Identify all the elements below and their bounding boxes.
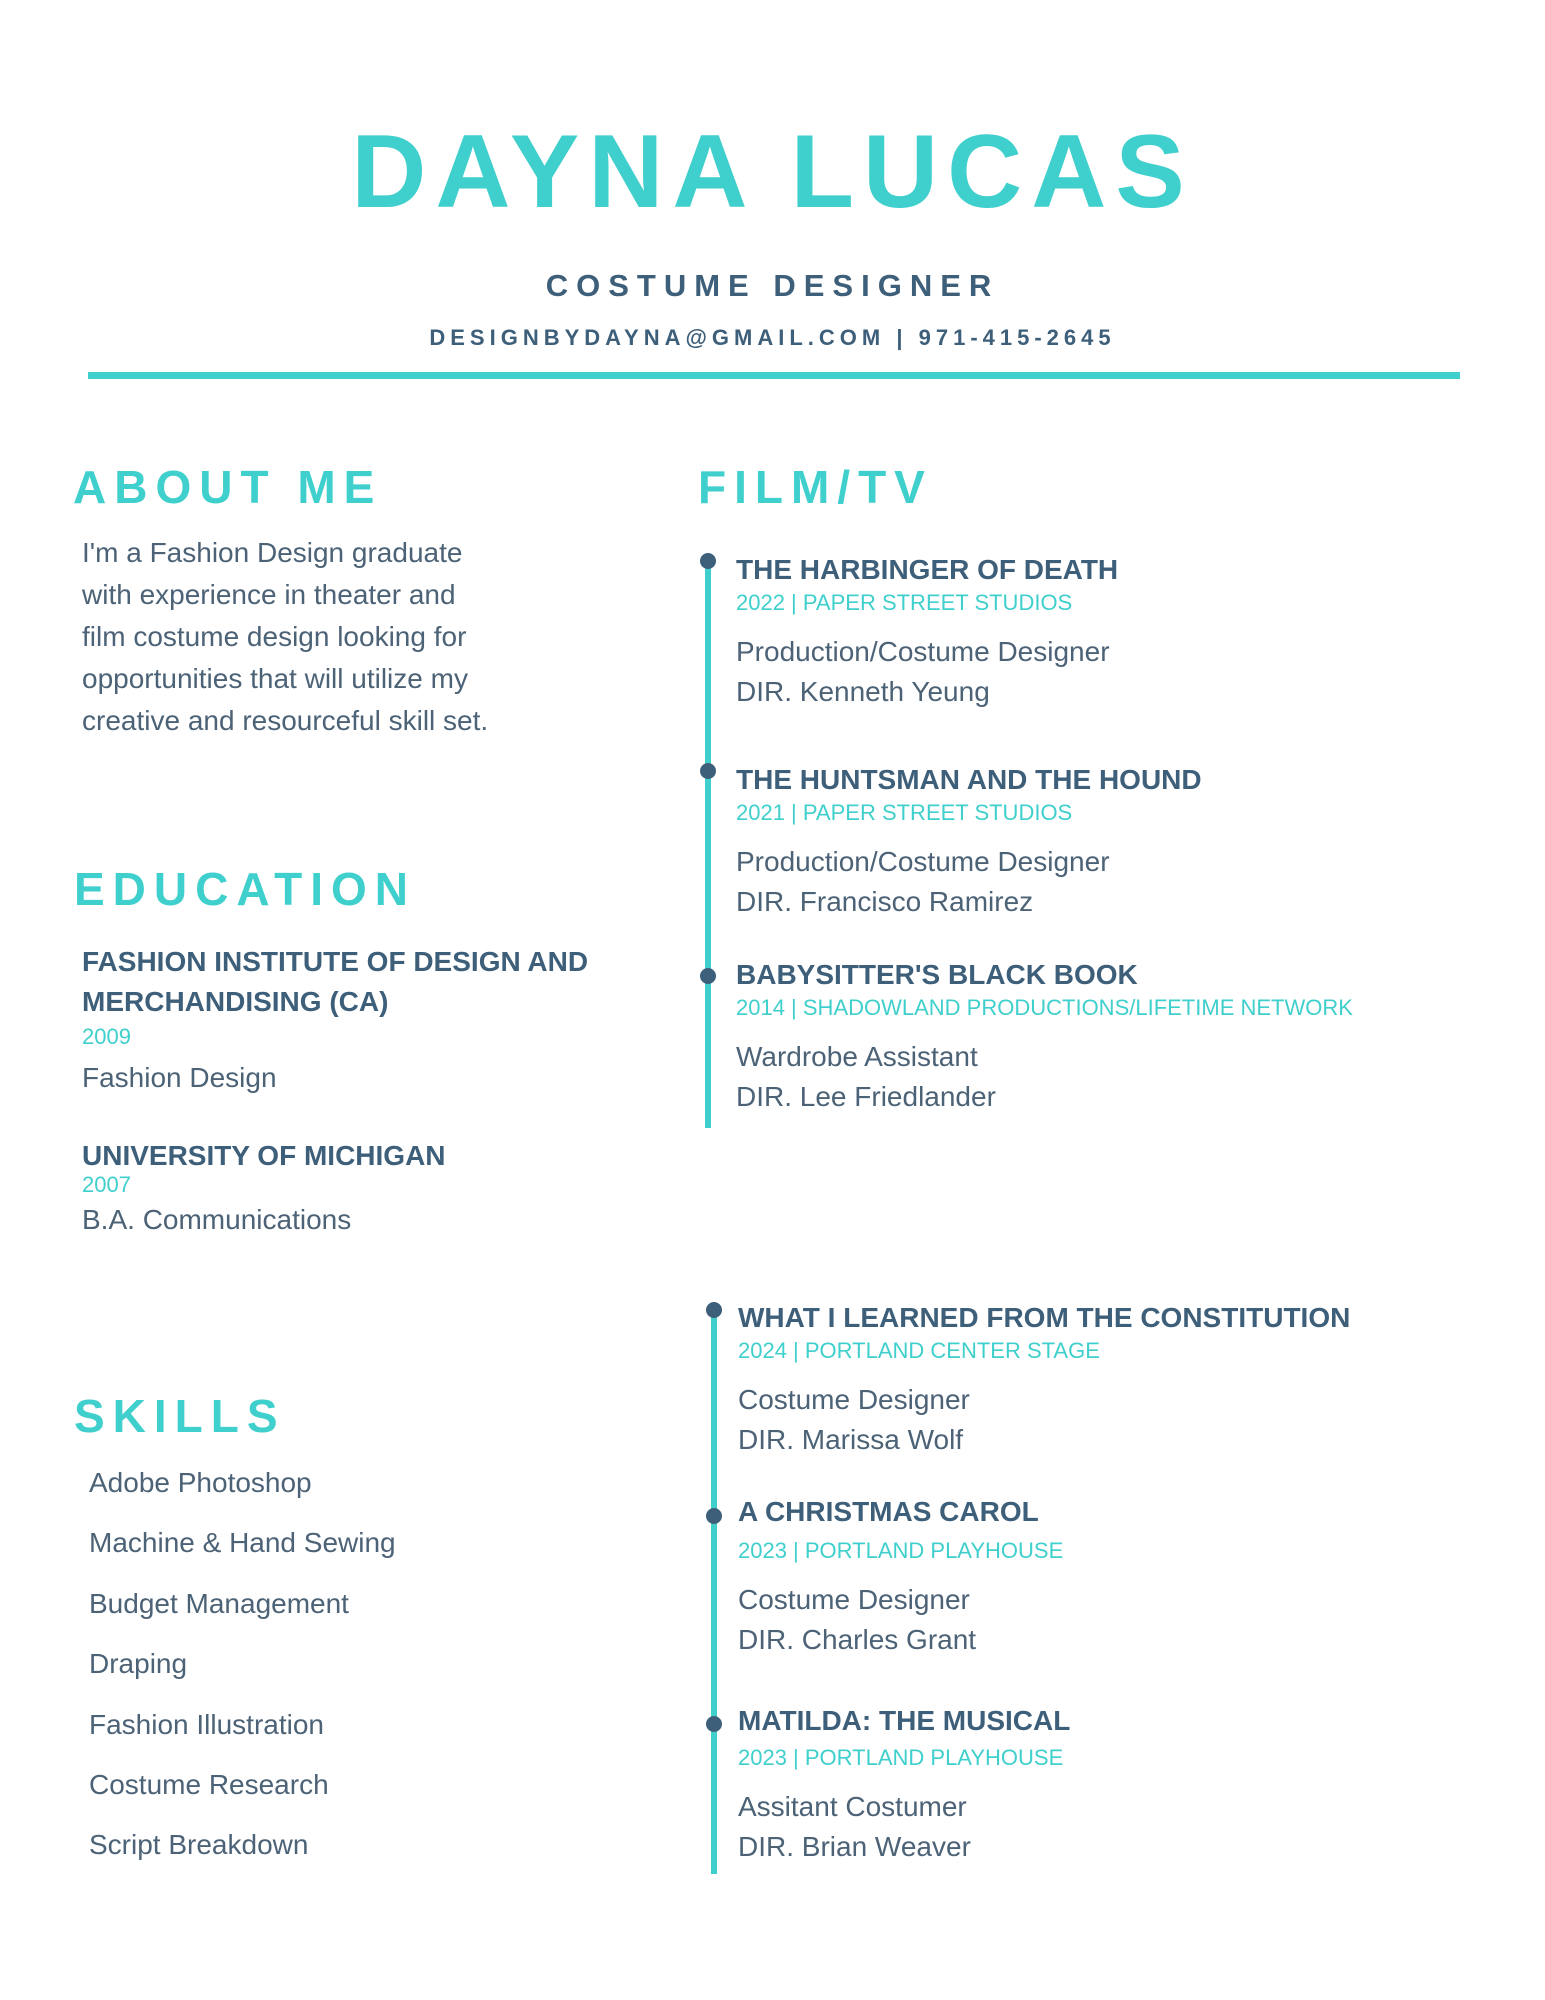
theater-entry — [738, 1300, 1350, 1460]
skill-item: Script Breakdown — [89, 1829, 309, 1860]
theater-entry — [738, 1703, 1070, 1867]
about-text — [82, 532, 488, 742]
entry-role: Production/Costume Designer — [736, 846, 1110, 877]
entry-meta: 2022 | PAPER STREET STUDIOS — [736, 590, 1073, 615]
film-timeline-line — [705, 560, 711, 1128]
resume-name: DAYNA LUCAS — [351, 114, 1194, 230]
entry-role: Assitant Costumer — [738, 1791, 967, 1822]
timeline-dot — [700, 553, 716, 569]
entry-title: THE HARBINGER OF DEATH — [736, 554, 1119, 585]
entry-meta: 2023 | PORTLAND PLAYHOUSE — [738, 1745, 1064, 1770]
skill-item: Costume Research — [89, 1769, 329, 1800]
timeline-dot — [706, 1716, 722, 1732]
education-school: UNIVERSITY OF MICHIGAN — [82, 1140, 446, 1171]
entry-role: Wardrobe Assistant — [736, 1041, 978, 1072]
skill-item: Adobe Photoshop — [89, 1467, 312, 1498]
timeline-dot — [706, 1302, 722, 1318]
entry-role: Costume Designer — [738, 1384, 970, 1415]
about-line: with experience in theater and — [82, 579, 456, 610]
entry-title: BABYSITTER'S BLACK BOOK — [736, 959, 1138, 990]
entry-director: DIR. Charles Grant — [738, 1624, 977, 1655]
skills-heading: SKILLS — [74, 1390, 286, 1442]
theater-entry — [738, 1494, 1063, 1660]
job-title: COSTUME DESIGNER — [545, 268, 1000, 303]
skill-item: Draping — [89, 1648, 188, 1679]
education-school: MERCHANDISING (CA) — [82, 986, 389, 1017]
entry-director: DIR. Lee Friedlander — [736, 1081, 996, 1112]
education-year: 2007 — [82, 1172, 131, 1197]
skill-item: Budget Management — [89, 1588, 349, 1619]
education-item — [82, 942, 588, 1098]
skill-item: Fashion Illustration — [89, 1709, 325, 1740]
about-line: creative and resourceful skill set. — [82, 705, 489, 736]
entry-meta: 2023 | PORTLAND PLAYHOUSE — [738, 1538, 1064, 1563]
timeline-dot — [700, 968, 716, 984]
film-entry — [736, 552, 1118, 712]
skill-item: Machine & Hand Sewing — [89, 1527, 396, 1558]
contact-info: DESIGNBYDAYNA@GMAIL.COM | 971-415-2645 — [429, 325, 1116, 350]
education-field: B.A. Communications — [82, 1204, 352, 1235]
entry-role: Production/Costume Designer — [736, 636, 1110, 667]
entry-title: WHAT I LEARNED FROM THE CONSTITUTION — [738, 1302, 1351, 1333]
entry-title: A CHRISTMAS CAROL — [738, 1496, 1039, 1527]
about-line: film costume design looking for — [82, 621, 467, 652]
timeline-dot — [706, 1508, 722, 1524]
header-divider — [88, 372, 1460, 379]
about-line: I'm a Fashion Design graduate — [82, 537, 463, 568]
education-heading: EDUCATION — [74, 863, 417, 915]
entry-title: MATILDA: THE MUSICAL — [738, 1705, 1071, 1736]
entry-meta: 2021 | PAPER STREET STUDIOS — [736, 800, 1073, 825]
education-item — [82, 1136, 446, 1240]
education-school: FASHION INSTITUTE OF DESIGN AND — [82, 946, 589, 977]
theater-timeline-line — [711, 1316, 717, 1874]
about-heading: ABOUT ME — [73, 461, 383, 513]
film-entry — [736, 762, 1202, 922]
about-line: opportunities that will utilize my — [82, 663, 468, 694]
entry-meta: 2024 | PORTLAND CENTER STAGE — [738, 1338, 1100, 1363]
film-tv-heading: FILM/TV — [698, 461, 933, 513]
education-year: 2009 — [82, 1024, 131, 1049]
entry-director: DIR. Marissa Wolf — [738, 1424, 964, 1455]
entry-director: DIR. Brian Weaver — [738, 1831, 971, 1862]
entry-role: Costume Designer — [738, 1584, 970, 1615]
entry-meta: 2014 | SHADOWLAND PRODUCTIONS/LIFETIME NETWORK — [736, 995, 1353, 1020]
entry-title: THE HUNTSMAN AND THE HOUND — [736, 764, 1202, 795]
timeline-dot — [700, 763, 716, 779]
film-entry — [736, 957, 1353, 1117]
entry-director: DIR. Francisco Ramirez — [736, 886, 1034, 917]
education-field: Fashion Design — [82, 1062, 277, 1093]
entry-director: DIR. Kenneth Yeung — [736, 676, 990, 707]
